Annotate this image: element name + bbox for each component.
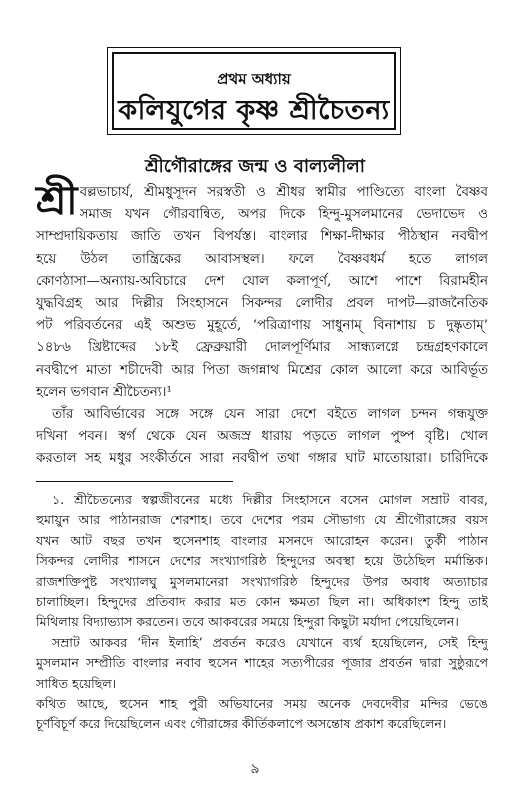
body-line: হয়ে উঠল তান্ত্রিকের আবাসস্থল। ফলে বৈষ্ণবধর্ম হতে লাগল — [36, 251, 488, 267]
chapter-label: প্রথম অধ্যায় — [217, 70, 291, 88]
body-line: সমাজ যখন গৌরবান্বিত, অপর দিকে হিন্দু-মুসলমানের ভেদাভেদ ও — [79, 207, 488, 223]
footnote-line: সাধিত হয়েছিল। — [36, 675, 117, 691]
footnote-line: রাজশক্তিপুষ্ট সংখ্যালঘু মুসলমানেরা সংখ্যাগরিষ্ঠ হিন্দুদের উপর অবাধ অত্যাচার — [36, 573, 488, 589]
drop-cap: শ্রী — [36, 177, 78, 224]
footnote-line: মিথিলায় বিদ্যাভ্যাস করতেন। তবে আকবরের সময়ে হিন্দুরা কিছুটা মর্যাদা পেয়েছিলেন। — [36, 614, 459, 630]
body-line: হলেন ভগবান শ্রীচৈতন্য।¹ — [36, 384, 172, 400]
footnote-line: হুমায়ুন আর পাঠানরাজ শেরশাহ। তবে দেশের পরম সৌভাগ্য যে শ্রীগৌরাঙ্গের বয়স — [36, 512, 488, 528]
body-line: ১৪৮৬ খ্রিষ্টাব্দের ১৮ই ফ্রেব্রুয়ারী দোলপূর্ণিমার সান্ধ্যলগ্নে চন্দ্রগ্রহণকালে — [36, 340, 488, 356]
body-line: যুদ্ধবিগ্রহ আর দিল্লীর সিংহাসনে সিকন্দর লোদীর প্রবল দাপট—রাজনৈতিক — [36, 295, 488, 311]
body-line: সাম্প্রদায়িকতায় জাতি তখন বিপর্যস্ত। বাংলার শিক্ষা-দীক্ষার পীঠস্থান নবদ্বীপ — [36, 229, 488, 245]
chapter-heading-box — [107, 47, 401, 135]
body-line: বল্লভাচার্য, শ্রীমধুসূদন সরস্বতী ও শ্রীধর স্বামীর পাণ্ডিত্যে বাংলা বৈষ্ণব — [79, 185, 488, 200]
footnote-line: চালাচ্ছিল। হিন্দুদের প্রতিবাদ করার মত কোন ক্ষমতা ছিল না। অধিকাংশ হিন্দু তাই — [36, 593, 488, 609]
body-text — [36, 177, 488, 470]
section-title: শ্রীগৌরাঙ্গের জন্ম ও বাল্যলীলা — [145, 156, 365, 177]
body-line: তাঁর আবির্ভাবের সঙ্গে সঙ্গে যেন সারা দেশে বইতে লাগল চন্দন গন্ধযুক্ত — [52, 406, 488, 422]
footnote-line: কথিত আছে, হুসেন শাহ পুরী অভিযানের সময় অনেক দেবদেবীর মন্দির ভেঙে — [36, 695, 488, 711]
body-line: পট পরিবর্তনের এই অশুভ মুহূর্তে, ‘পরিত্রাণায় সাধুনাম্ বিনাশায় চ দুষ্কৃতাম্’ — [36, 318, 488, 334]
chapter-title: কলিযুগের কৃষ্ণ শ্রীচৈতন্য — [118, 95, 390, 126]
body-line: কোণঠাসা—অন্যায়-অবিচারে দেশ যোল কলাপূর্ণ, আশে পাশে বিরামহীন — [36, 273, 488, 289]
body-line: দখিনা পবন। স্বর্গ থেকে যেন অজস্র ধারায় পড়তে লাগল পুষ্প বৃষ্টি। খোল — [36, 429, 488, 445]
page-number: ৯ — [250, 761, 260, 777]
footnote-divider — [36, 481, 233, 482]
body-line: করতাল সহ মধুর সংকীর্তনে সারা নবদ্বীপ তথা গঙ্গার ঘাট মাতোয়ারা। চারিদিকে — [36, 451, 488, 467]
body-line: নবদ্বীপে মাতা শচীদেবী আর পিতা জগন্নাথ মিশ্রের কোল আলো করে আবির্ভূত — [36, 362, 488, 378]
footnote-line: সিকন্দর লোদীর শাসনে দেশের সংখ্যাগরিষ্ঠ হিন্দুদের অবস্থা হয়ে উঠেছিল মর্মান্তিক। — [36, 553, 488, 569]
footnote-line: সম্রাট আকবর ‘দীন ইলাহি’ প্রবর্তন করেও যেখানে ব্যর্থ হয়েছিলেন, সেই হিন্দু — [52, 634, 488, 650]
footnote-line: চূর্ণবিচূর্ণ করে দিয়েছিলেন এবং গৌরাঙ্গের কীর্তিকলাপে অসন্তোষ প্রকাশ করেছিলেন। — [36, 716, 447, 732]
footnote-line: মুসলমান সম্প্রীতি বাংলার নবাব হুসেন শাহের সত্যপীরের পূজার প্রবর্তন দ্বারা সুষ্ঠুরূপে — [36, 655, 488, 671]
footnote-line: যখন আট বছর তখন হুসেনশাহ বাংলার মসনদে আরোহন করেন। তুর্কী পাঠান — [36, 532, 488, 548]
footnotes — [36, 490, 488, 735]
footnote-line: ১. শ্রীচৈতন্যের স্বল্পজীবনের মধ্যে দিল্লীর সিংহাসনে বসেন মোগল সম্রাট বাবর, — [52, 492, 488, 507]
